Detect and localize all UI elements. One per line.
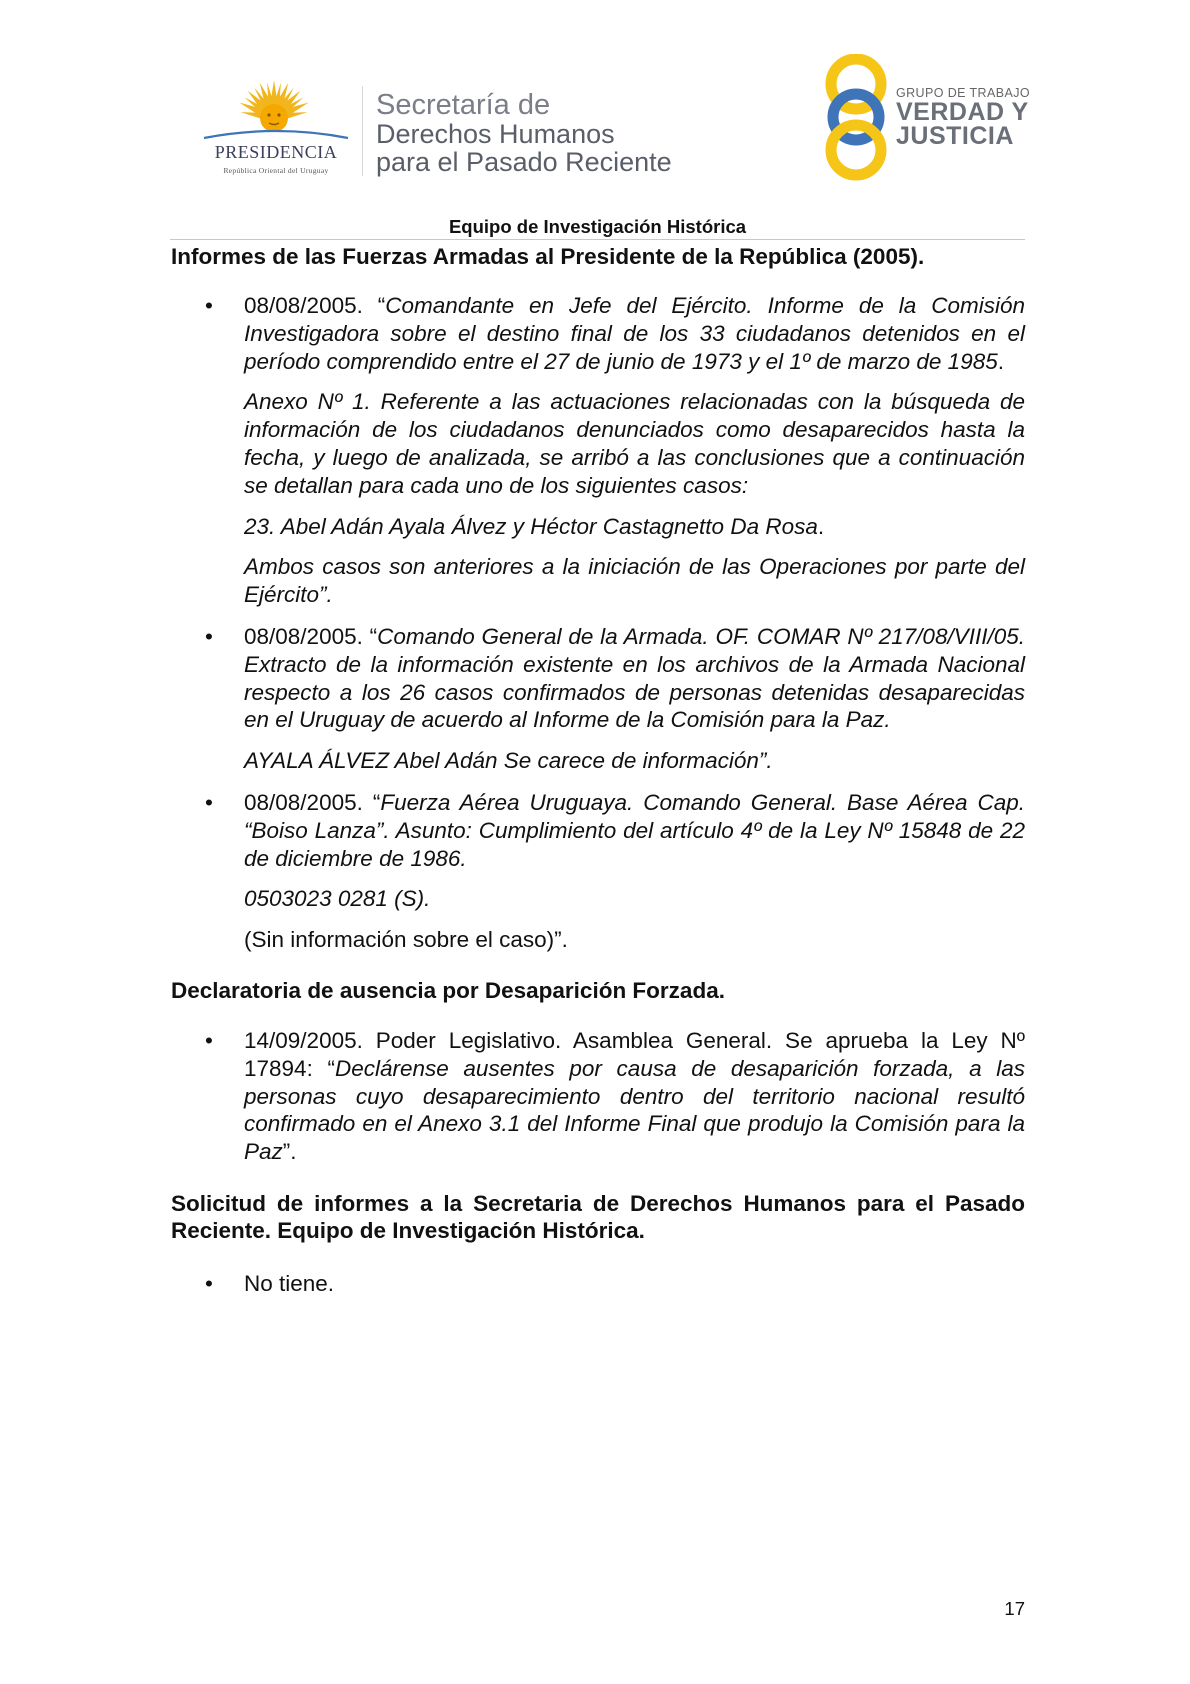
section-heading-declaratoria: Declaratoria de ausencia por Desaparición Forzada. [171, 977, 725, 1003]
item-lead: 08/08/2005. “ [244, 789, 381, 815]
secretaria-line-3: para el Pasado Reciente [376, 147, 672, 177]
team-heading: Equipo de Investigación Histórica [448, 216, 747, 237]
bullet-icon: • [205, 1270, 213, 1296]
sin-informacion-paragraph: (Sin información sobre el caso)”. [244, 927, 568, 953]
case-paragraph [171, 513, 1025, 541]
presidencia-logo [196, 80, 356, 180]
presidencia-wordmark: PRESIDENCIA [214, 142, 338, 162]
list-item-ejercito [171, 292, 1025, 375]
list-item-armada [171, 623, 1025, 734]
item-italic: Comandante en Jefe del Ejército. Informe de la Comisión Investigadora sobre el destino final de los 33 ciudadanos detenidos en el período comprendido entre el 27 de junio de 1973 y el 1º de marzo de 1985 [244, 293, 1025, 374]
section-heading-solicitud: Solicitud de informes a la Secretaria de Derechos Humanos para el Pasado Reciente. Equipo de Investigación Histórica. [171, 1190, 1025, 1243]
code-paragraph: 0503023 0281 (S). [244, 886, 431, 912]
verdad-justicia-wordmark [896, 86, 1036, 148]
item-italic: Declárense ausentes por causa de desaparición forzada, a las personas cuyo desaparecimiento dentro del territorio nacional resultó confirmado en el Anexo 3.1 del Informe Final que produjo la Comisión para la Paz [244, 1055, 1026, 1165]
item-lead: 14/09/2005. Poder Legislativo. Asamblea General. Se aprueba la Ley Nº 17894: “ [244, 1027, 1025, 1081]
item-text: No tiene. [244, 1270, 335, 1296]
item-tail: ”. [282, 1139, 297, 1165]
item-lead: 08/08/2005. “ [244, 293, 386, 318]
list-item-no-tiene [171, 1270, 1025, 1298]
presidencia-subtitle: República Oriental del Uruguay [223, 166, 329, 175]
secretaria-line-2: Derechos Humanos [376, 119, 615, 149]
section-heading-fuerzas-armadas: Informes de las Fuerzas Armadas al Presidente de la República (2005). [171, 244, 925, 269]
grupo-title-2: JUSTICIA [896, 122, 1014, 150]
header-divider [362, 86, 363, 176]
document-body [171, 240, 1025, 1298]
grupo-title-1: VERDAD Y [896, 98, 1029, 126]
item-italic: Comando General de la Armada. OF. COMAR Nº 217/08/VIII/05. Extracto de la información existente en los archivos de la Armada Nacional respecto a los 26 casos confirmados de personas detenidas desaparecidas en el Uruguay de acuerdo al Informe de la Comisión para la Paz. [244, 623, 1025, 733]
anexo-paragraph: Anexo Nº 1. Referente a las actuaciones relacionadas con la búsqueda de información de los ciudadanos denunciados como desaparecidos hasta la fecha, y luego de analizada, se arribó a las conclusiones que a continuación se detallan para cada uno de los siguientes casos: [244, 389, 1025, 498]
grupo-label: GRUPO DE TRABAJO [896, 86, 1030, 100]
item-tail: . [997, 348, 1005, 374]
ambos-paragraph: Ambos casos son anteriores a la iniciación de las Operaciones por parte del Ejército”. [244, 554, 1025, 608]
list-item-ley-17894 [171, 1027, 1025, 1166]
case-tail: . [817, 513, 825, 539]
secretaria-line-1: Secretaría de [376, 89, 551, 121]
bullet-icon: • [205, 623, 213, 649]
list-item-fuerza-aerea [171, 789, 1025, 872]
item-lead: 08/08/2005. “ [244, 623, 378, 649]
page-number: 17 [1004, 1598, 1025, 1619]
case-italic: 23. Abel Adán Ayala Álvez y Héctor Castagnetto Da Rosa [244, 513, 818, 539]
sun-logo-icon [196, 80, 356, 142]
ayala-paragraph: AYALA ÁLVEZ Abel Adán Se carece de información”. [244, 748, 773, 774]
item-italic: Fuerza Aérea Uruguaya. Comando General. Base Aérea Cap. “Boiso Lanza”. Asunto: Cumplimiento del artículo 4º de la Ley Nº 15848 de 22 de diciembre de 1986. [244, 789, 1025, 871]
bullet-icon: • [205, 293, 213, 318]
bullet-icon: • [205, 789, 213, 815]
secretaria-title [376, 90, 716, 176]
bullet-icon: • [205, 1027, 213, 1053]
